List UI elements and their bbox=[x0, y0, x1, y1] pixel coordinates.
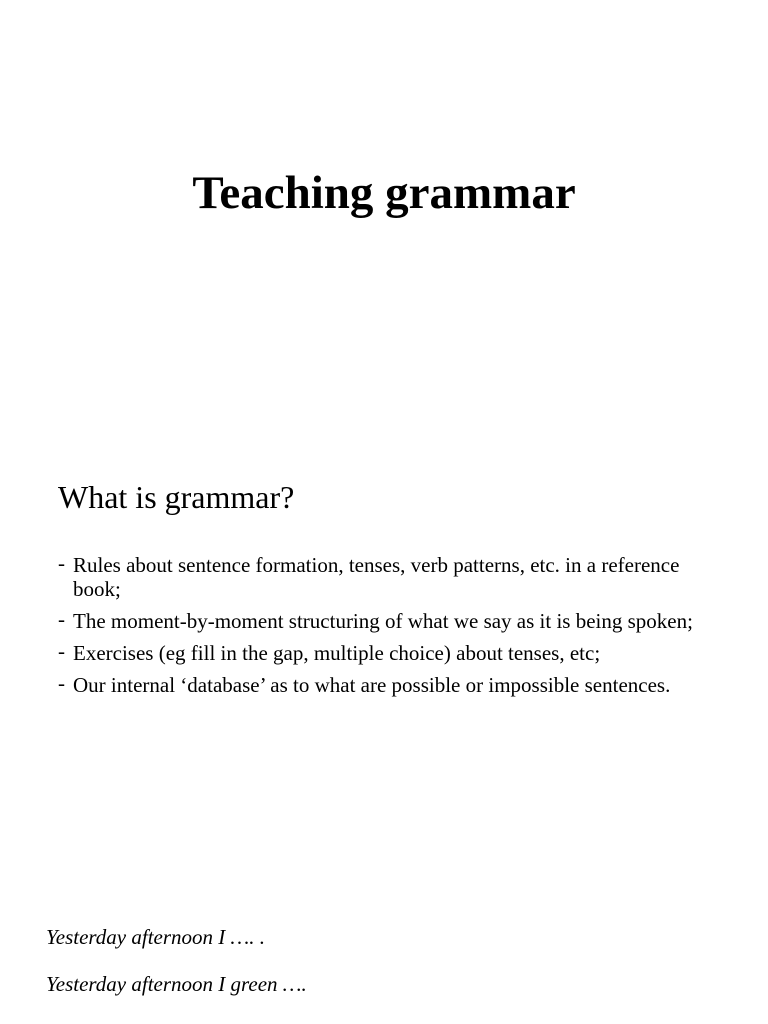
example-sentence: Yesterday afternoon I …. . bbox=[46, 925, 265, 949]
bullet-marker: - bbox=[58, 671, 65, 695]
bullet-marker: - bbox=[58, 639, 65, 663]
bullet-text: Our internal ‘database’ as to what are possible or impossible sentences. bbox=[73, 673, 671, 697]
example-sentence: Yesterday afternoon I green …. bbox=[46, 972, 307, 996]
bullet-text: The moment-by-moment structuring of what we say as it is being spoken; bbox=[73, 609, 693, 633]
bullet-marker: - bbox=[58, 551, 65, 575]
bullet-marker: - bbox=[58, 607, 65, 631]
bullet-list bbox=[58, 553, 698, 705]
bullet-item bbox=[58, 609, 698, 633]
bullet-item bbox=[58, 553, 698, 601]
bullet-item bbox=[58, 673, 698, 697]
bullet-text: Exercises (eg fill in the gap, multiple choice) about tenses, etc; bbox=[73, 641, 601, 665]
section-heading: What is grammar? bbox=[58, 479, 295, 515]
bullet-item bbox=[58, 641, 698, 665]
bullet-text: Rules about sentence formation, tenses, verb patterns, etc. in a reference book; bbox=[73, 553, 680, 601]
page-title: Teaching grammar bbox=[192, 167, 576, 219]
